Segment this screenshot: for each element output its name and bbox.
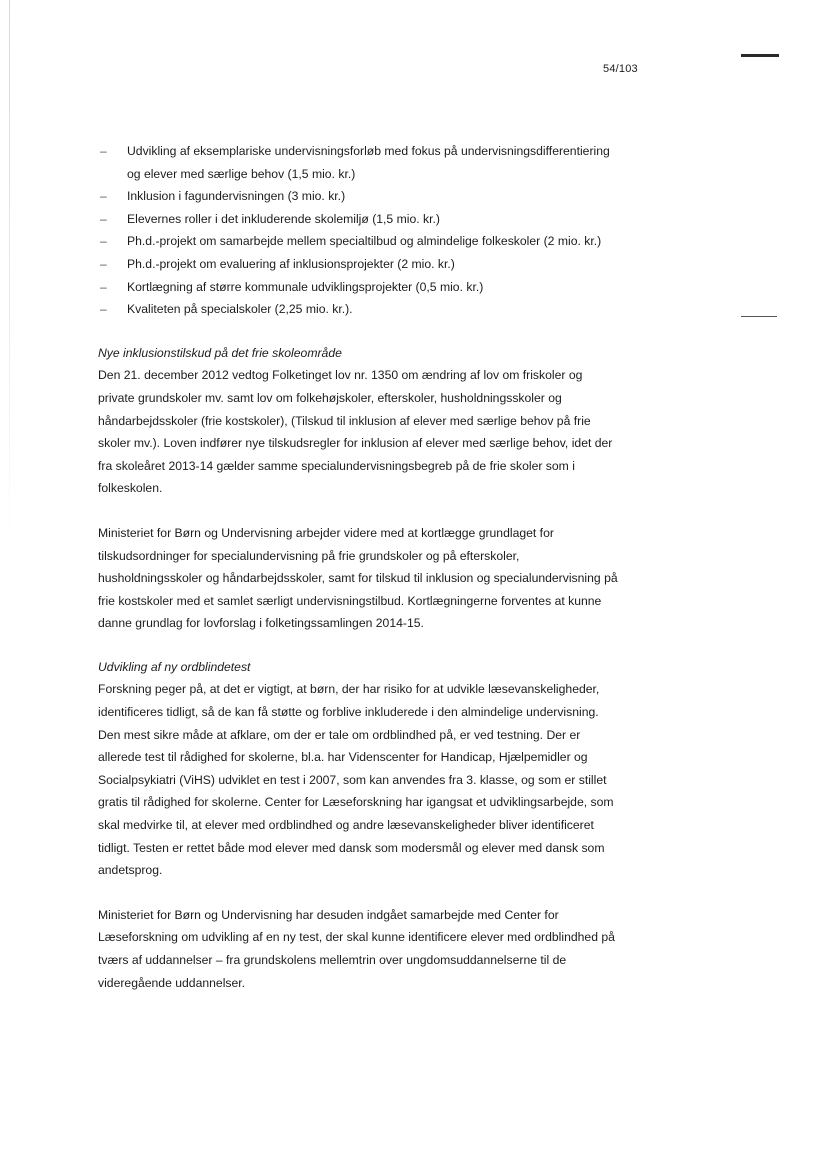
bullet-dash: – bbox=[100, 189, 107, 204]
scan-edge-line bbox=[9, 0, 10, 550]
list-item-text: Kvaliteten på specialskoler (2,25 mio. kr.). bbox=[127, 302, 353, 317]
list-item-text: Ph.d.-projekt om samarbejde mellem specialtilbud og almindelige folkeskoler (2 mio. kr.) bbox=[127, 234, 602, 249]
page-number: 54/103 bbox=[603, 63, 638, 75]
section-heading: Nye inklusionstilskud på det frie skoleområde bbox=[98, 345, 342, 360]
section-dyslexia-test bbox=[98, 656, 618, 994]
list-item bbox=[98, 253, 618, 276]
paragraph: Ministeriet for Børn og Undervisning har desuden indgået samarbejde med Center for Læseforskning om udvikling af en ny test, der skal kunne identificere elever med ordblindhed på tværs af uddannelser – fra grundskolens mellemtrin over ungdomsuddannelserne til de videregående uddannelser. bbox=[98, 907, 615, 990]
list-item bbox=[98, 208, 618, 231]
list-item bbox=[98, 185, 618, 208]
bullet-dash: – bbox=[100, 302, 107, 317]
paragraph: Forskning peger på, at det er vigtigt, at børn, der har risiko for at udvikle læsevanskeligheder, identificeres tidligt, så de kan få støtte og forblive inkluderede i den almindelige undervisning. Den mest sikre måde at afklare, om der er tale om ordblindhed på, er ved testning. Der er allerede test til rådighed for skolerne, bl.a. har Videnscenter for Handicap, Hjælpemidler og Socialpsykiatri (ViHS) udviklet en test i 2007, som kan anvendes fra 3. klasse, og som er stillet gratis til rådighed for skolerne. Center for Læseforskning har igangsat et udviklingsarbejde, som skal medvirke til, at elever med ordblindhed og andre læsevanskeligheder bliver identificeret tidligt. Testen er rettet både mod elever med dansk som modersmål og elever med dansk som andetsprog. bbox=[98, 682, 614, 878]
list-item bbox=[98, 276, 618, 299]
margin-mark-top bbox=[741, 54, 779, 57]
list-item bbox=[98, 298, 618, 321]
bullet-list bbox=[98, 140, 618, 321]
bullet-dash: – bbox=[100, 256, 107, 271]
list-item-text: Elevernes roller i det inkluderende skolemiljø (1,5 mio. kr.) bbox=[127, 211, 440, 226]
list-item-text: Inklusion i fagundervisningen (3 mio. kr.) bbox=[127, 189, 346, 204]
list-item bbox=[98, 140, 618, 185]
bullet-dash: – bbox=[100, 144, 107, 158]
list-item-text: Udvikling af eksemplariske undervisningsforløb med fokus på undervisningsdifferentiering og elever med særlige behov (1,5 mio. kr.) bbox=[127, 144, 610, 181]
bullet-dash: – bbox=[100, 211, 107, 226]
list-item bbox=[98, 230, 618, 253]
paragraph: Den 21. december 2012 vedtog Folketinget lov nr. 1350 om ændring af lov om friskoler og private grundskoler mv. samt lov om folkehøjskoler, efterskoler, husholdningsskoler og håndarbejdsskoler (frie kostskoler), (Tilskud til inklusion af elever med særlige behov på frie skoler mv.). Loven indfører nye tilskudsregler for inklusion af elever med særlige behov, idet der fra skoleåret 2013-14 gælder samme specialundervisningsbegreb på de frie skoler som i folkeskolen. bbox=[98, 368, 613, 496]
section-inclusion-grants bbox=[98, 342, 618, 635]
bullet-dash: – bbox=[100, 234, 107, 249]
paragraph: Ministeriet for Børn og Undervisning arbejder videre med at kortlægge grundlaget for tilskudsordninger for specialundervisning på frie grundskoler og på efterskoler, husholdningsskoler og håndarbejdsskoler, samt for tilskud til inklusion og specialundervisning på frie kostskoler med et samlet særligt undervisningstilbud. Kortlægningerne forventes at kunne danne grundlag for lovforslag i folketingssamlingen 2014-15. bbox=[98, 525, 618, 631]
list-item-text: Ph.d.-projekt om evaluering af inklusionsprojekter (2 mio. kr.) bbox=[127, 256, 455, 271]
document-body bbox=[98, 140, 618, 994]
bullet-dash: – bbox=[100, 279, 107, 294]
margin-mark-middle bbox=[741, 316, 777, 317]
section-heading: Udvikling af ny ordblindetest bbox=[98, 659, 251, 674]
list-item-text: Kortlægning af større kommunale udviklingsprojekter (0,5 mio. kr.) bbox=[127, 279, 484, 294]
